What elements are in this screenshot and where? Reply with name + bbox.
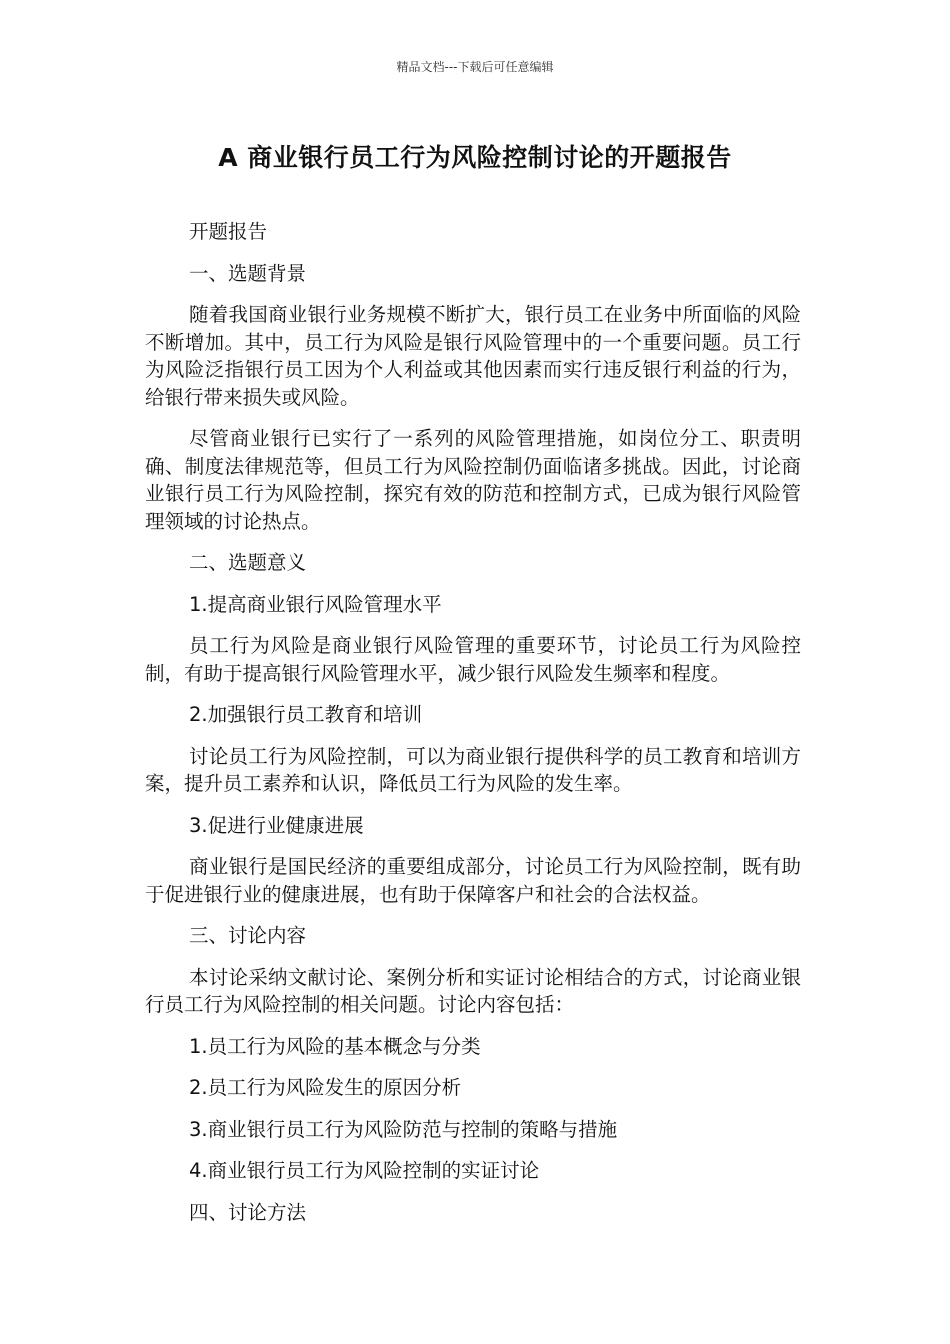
paragraph-background-2: 尽管商业银行已实行了一系列的风险管理措施，如岗位分工、职责明确、制度法律规范等，但员工行为风险控制仍面临诸多挑战。因此，讨论商业银行员工行为风险控制，探究有效的防范和控制方式，已成为银行风险管理领域的讨论热点。 — [145, 427, 801, 533]
section-heading-significance: 二、选题意义 — [189, 551, 307, 574]
subheading-significance-3: 3.促进行业健康进展 — [189, 813, 364, 837]
paragraph-significance-2: 讨论员工行为风险控制，可以为商业银行提供科学的员工教育和培训方案，提升员工素养和认识，降低员工行为风险的发生率。 — [145, 744, 801, 795]
list-item-content-4: 4.商业银行员工行为风险控制的实证讨论 — [189, 1159, 540, 1182]
section-heading-content: 三、讨论内容 — [189, 924, 307, 947]
subheading-significance-2: 2.加强银行员工教育和培训 — [189, 703, 423, 726]
paragraph-significance-1: 员工行为风险是商业银行风险管理的重要环节，讨论员工行为风险控制，有助于提高银行风险管理水平，减少银行风险发生频率和程度。 — [145, 634, 801, 685]
subheading-significance-1: 1.提高商业银行风险管理水平 — [189, 592, 442, 616]
page-header-watermark: 精品文档---下载后可任意编辑 — [396, 60, 554, 74]
document-title: A 商业银行员工行为风险控制讨论的开题报告 — [218, 143, 732, 172]
list-item-content-1: 1.员工行为风险的基本概念与分类 — [189, 1034, 481, 1058]
paragraph-background-1: 随着我国商业银行业务规模不断扩大，银行员工在业务中所面临的风险不断增加。其中，员工行为风险是银行风险管理中的一个重要问题。员工行为风险泛指银行员工因为个人利益或其他因素而实行违反银行利益的行为，给银行带来损失或风险。 — [145, 303, 801, 409]
paragraph-content-intro: 本讨论采纳文献讨论、案例分析和实证讨论相结合的方式，讨论商业银行员工行为风险控制的相关问题。讨论内容包括： — [145, 965, 801, 1016]
document-body — [145, 218, 801, 1240]
section-heading-method: 四、讨论方法 — [189, 1200, 307, 1224]
section-label-report: 开题报告 — [189, 220, 268, 243]
paragraph-significance-3: 商业银行是国民经济的重要组成部分，讨论员工行为风险控制，既有助于促进银行业的健康进展，也有助于保障客户和社会的合法权益。 — [145, 855, 801, 906]
list-item-content-2: 2.员工行为风险发生的原因分析 — [189, 1076, 462, 1099]
section-heading-background: 一、选题背景 — [189, 261, 307, 285]
list-item-content-3: 3.商业银行员工行为风险防范与控制的策略与措施 — [189, 1117, 618, 1141]
